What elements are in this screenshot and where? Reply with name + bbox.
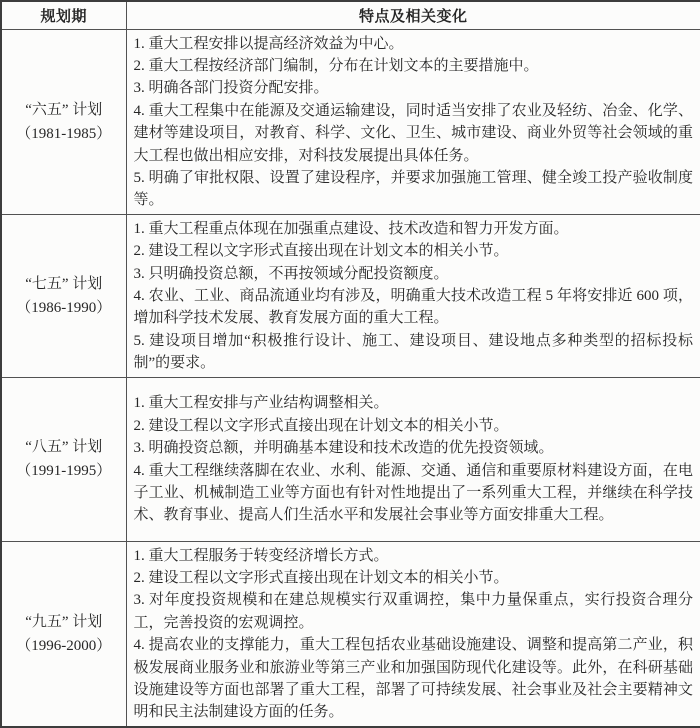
period-years: （1986-1990）	[16, 299, 112, 316]
table-row	[1, 29, 700, 214]
period-name: “六五” 计划	[25, 101, 103, 118]
features-cell	[126, 377, 700, 541]
feature-item: 3. 明确投资总额，并明确基本建设和技术改造的优先投资领域。	[133, 440, 554, 457]
feature-item: 3. 只明确投资总额，不再按领域分配投资额度。	[133, 265, 449, 282]
features-cell	[126, 29, 700, 214]
feature-item: 3. 明确各部门投资分配安排。	[133, 80, 329, 97]
feature-item: 5. 明确了审批权限、设置了建设程序，并要求加强施工管理、健全竣工投产验收制度等。	[133, 169, 693, 209]
table-row	[1, 541, 700, 727]
period-name: “九五” 计划	[25, 613, 103, 630]
period-cell	[1, 214, 126, 377]
feature-item: 1. 重大工程安排以提高经济效益为中心。	[133, 35, 404, 52]
feature-item: 1. 重大工程重点体现在加强重点建设、技术改造和智力开发方面。	[133, 220, 569, 237]
table-row	[1, 377, 700, 541]
period-name: “七五” 计划	[25, 275, 103, 292]
header-cell-features: 特点及相关变化	[126, 1, 700, 29]
table-row	[1, 214, 700, 377]
feature-item: 2. 建设工程以文字形式直接出现在计划文本的相关小节。	[133, 243, 509, 260]
feature-item: 2. 建设工程以文字形式直接出现在计划文本的相关小节。	[133, 417, 509, 434]
feature-item: 1. 重大工程服务于转变经济增长方式。	[133, 547, 389, 564]
features-cell	[126, 214, 700, 377]
table-body	[1, 29, 700, 727]
period-name: “八五” 计划	[25, 439, 103, 456]
feature-item: 4. 重大工程继续落脚在农业、水利、能源、交通、通信和重要原材料建设方面，在电子工业、机械制造工业等方面也有针对性地提出了一系列重大工程，并继续在科学技术、教育事业、提高人们生活水平和发展社会事业等方面安排重大工程。	[133, 462, 693, 524]
header-cell-period: 规划期	[1, 1, 126, 29]
period-years: （1981-1985）	[16, 125, 112, 142]
feature-item: 4. 提高农业的支撑能力，重大工程包括农业基础设施建设、调整和提高第二产业，积极发展商业服务业和旅游业等第三产业和加强国防现代化建设等。此外，在科研基础设施建设等方面也部署了重大工程，部署了可持续发展、社会事业及社会主要精神文明和民主法制建设方面的任务。	[133, 637, 693, 721]
period-years: （1991-1995）	[16, 463, 112, 480]
period-cell	[1, 29, 126, 214]
period-cell	[1, 541, 126, 727]
feature-item: 4. 农业、工业、商品流通业均有涉及，明确重大技术改造工程 5 年将安排近 600 项，增加科学技术发展、教育发展方面的重大工程。	[133, 287, 693, 327]
feature-item: 4. 重大工程集中在能源及交通运输建设，同时适当安排了农业及轻纺、冶金、化学、建材等建设项目，对教育、科学、文化、卫生、城市建设、商业外贸等社会领域的重大工程也做出相应安排，对科技发展提出具体任务。	[133, 102, 693, 164]
feature-item: 3. 对年度投资规模和在建总规模实行双重调控，集中力量保重点，实行投资合理分工，完善投资的宏观调控。	[133, 592, 693, 631]
feature-item: 2. 重大工程按经济部门编制，分布在计划文本的主要措施中。	[133, 57, 539, 74]
feature-item: 5. 建设项目增加“积极推行设计、施工、建设项目、建设地点多种类型的招标投标制”的要求。	[133, 332, 693, 372]
header-row	[1, 1, 700, 29]
feature-item: 1. 重大工程安排与产业结构调整相关。	[133, 395, 389, 412]
period-years: （1996-2000）	[16, 637, 112, 654]
period-cell	[1, 377, 126, 541]
features-cell	[126, 541, 700, 727]
feature-item: 2. 建设工程以文字形式直接出现在计划文本的相关小节。	[133, 570, 509, 586]
